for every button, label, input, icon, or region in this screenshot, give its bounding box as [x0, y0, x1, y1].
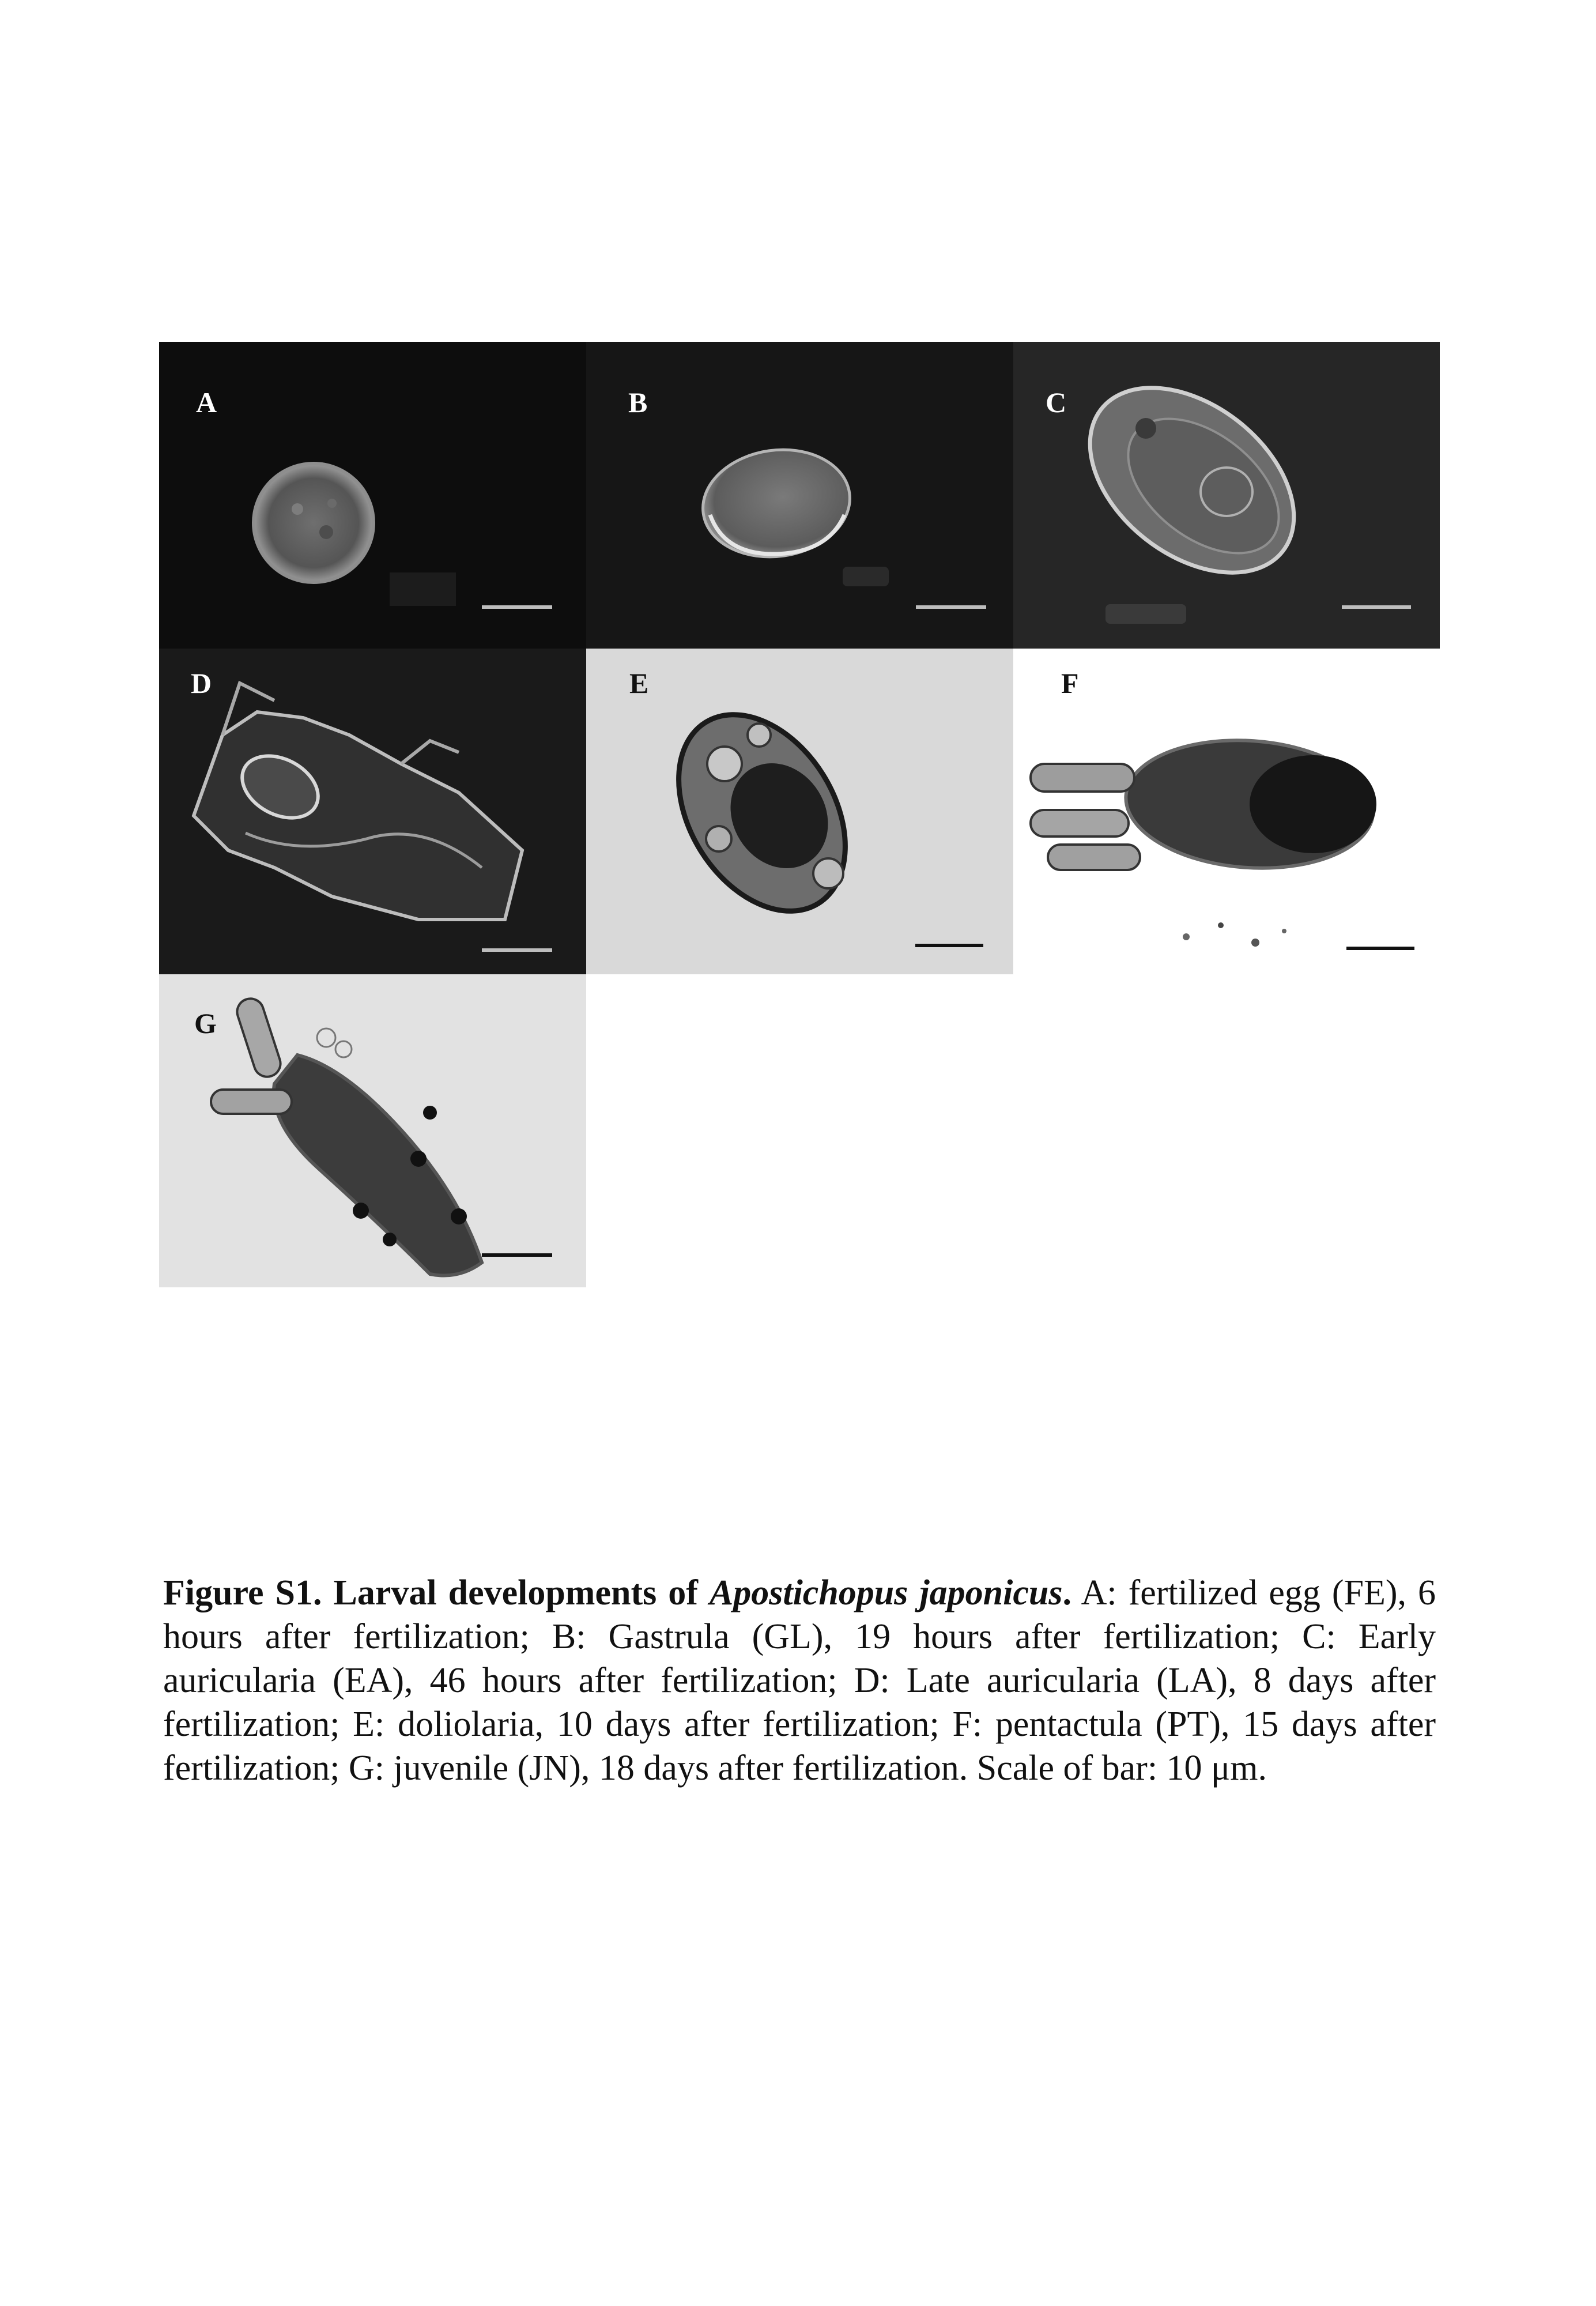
scale-bar-e [915, 944, 983, 947]
late-auricularia-micrograph [159, 649, 586, 974]
figure-caption [163, 1571, 1436, 1790]
panel-c [1013, 342, 1440, 649]
fertilized-egg-micrograph [159, 342, 586, 649]
panel-label-d: D [191, 667, 212, 699]
gastrula-micrograph [586, 342, 1013, 649]
caption-body: A: fertilized egg (FE), 6 hours after fertilization; B: Gastrula (GL), 19 hours after fertilization; C: Early auricularia (EA), 46 hours after fertilization; D: Late auricularia (LA), 8 days after fertilization; E: doliolaria, 10 days after fertilization; F: pentactula (PT), 15 days after fertilization; G: juvenile (JN), 18 days after fertilization. Scale of bar: 10 μm. [163, 1573, 1436, 1788]
scale-bar-g [482, 1253, 552, 1257]
panel-label-e: E [629, 667, 649, 699]
caption-title-prefix: Larval developments of [333, 1573, 698, 1612]
panel-label-b: B [628, 386, 648, 419]
caption-species: Apostichopus japonicus [709, 1573, 1063, 1612]
panel-label-f: F [1061, 667, 1079, 699]
panel-b [586, 342, 1013, 649]
scale-bar-d [482, 948, 552, 952]
juvenile-micrograph [159, 974, 586, 1287]
doliolaria-micrograph [586, 649, 1013, 974]
caption-figure-number: Figure S1. [163, 1573, 322, 1612]
panel-g [159, 974, 586, 1287]
scale-bar-b [916, 605, 986, 609]
panel-label-a: A [196, 386, 217, 419]
panel-label-g: G [194, 1007, 217, 1039]
scale-bar-a [482, 605, 552, 609]
caption-title-suffix: . [1062, 1573, 1071, 1612]
panel-label-c: C [1046, 386, 1067, 419]
panel-f [1013, 649, 1440, 974]
early-auricularia-micrograph [1013, 342, 1440, 649]
panel-d [159, 649, 586, 974]
scale-bar-c [1342, 605, 1411, 609]
panel-e [586, 649, 1013, 974]
panel-a [159, 342, 586, 649]
scale-bar-f [1346, 947, 1414, 950]
